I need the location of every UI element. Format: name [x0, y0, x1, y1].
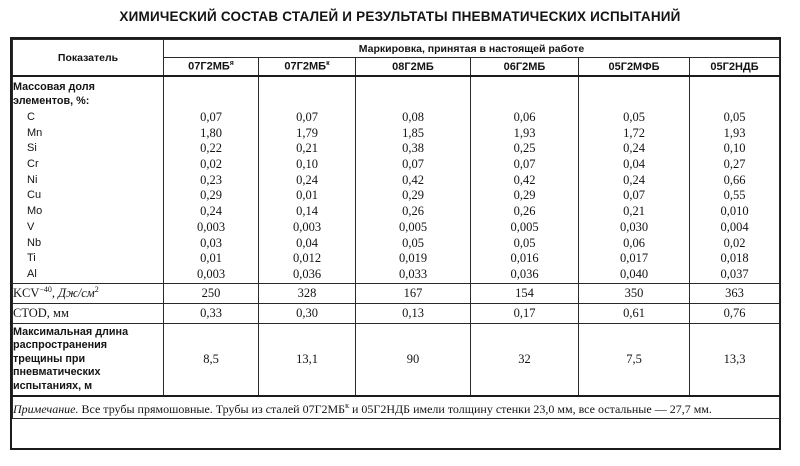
ctod-value: 0,17: [471, 303, 579, 323]
composition-value: 0,07: [402, 157, 424, 172]
composition-value: 0,08: [402, 110, 424, 124]
composition-value: 0,55: [723, 188, 746, 203]
composition-value: 0,02: [723, 235, 746, 250]
composition-value: 0,012: [292, 251, 322, 266]
composition-col-4: [471, 76, 579, 283]
composition-value: 0,003: [196, 266, 226, 281]
composition-value: 1,79: [296, 125, 318, 140]
composition-value: 1,72: [623, 125, 645, 140]
grade-header-5: 05Г2МФБ: [579, 58, 690, 77]
composition-value: 0,25: [513, 141, 536, 156]
composition-value: 0,019: [398, 251, 428, 266]
crack-length-row: [13, 323, 780, 396]
composition-value: 0,21: [296, 141, 318, 156]
kcv-value: 167: [356, 283, 471, 303]
composition-value: 0,005: [398, 219, 428, 234]
composition-value: 0,26: [402, 204, 424, 219]
element-symbol: Cr: [27, 158, 39, 171]
grade-header-3: 08Г2МБ: [356, 58, 471, 77]
element-symbol: Al: [27, 267, 37, 280]
header-grade-group: Маркировка, принятая в настоящей работе: [164, 40, 780, 58]
composition-value: 0,003: [196, 219, 226, 234]
element-symbol: C: [27, 111, 35, 123]
header-parameter: Показатель: [13, 40, 164, 77]
composition-value: 0,07: [513, 157, 536, 172]
composition-value: 0,01: [296, 188, 318, 203]
element-symbol: Cu: [27, 189, 42, 202]
crack-length-label: Максимальная длина распространения трещины при пневматических испытаниях, м: [13, 323, 164, 396]
composition-value: 0,030: [619, 219, 649, 234]
composition-value: 0,04: [296, 235, 318, 250]
element-symbol: Mn: [27, 126, 43, 139]
composition-value: 0,005: [510, 219, 539, 234]
kcv-row: [13, 283, 780, 303]
composition-value: 0,24: [200, 204, 222, 219]
composition-value: 1,93: [723, 125, 746, 140]
ctod-value: 0,76: [690, 303, 780, 323]
composition-value: 0,24: [623, 172, 645, 187]
composition-col-3: [356, 76, 471, 283]
crack-length-value: 8,5: [164, 323, 259, 396]
composition-value: 1,93: [513, 125, 536, 140]
note-row: [13, 396, 780, 419]
element-symbol: Ni: [27, 173, 38, 186]
element-symbol: Ti: [27, 252, 36, 265]
ctod-row: [13, 303, 780, 323]
composition-value: 0,24: [296, 172, 318, 187]
composition-value: 0,05: [402, 235, 424, 250]
composition-col-1: [164, 76, 259, 283]
data-table: [12, 39, 780, 419]
composition-labels: [13, 76, 164, 283]
kcv-value: 154: [471, 283, 579, 303]
crack-length-value: 13,3: [690, 323, 780, 396]
composition-value: 0,017: [619, 251, 649, 266]
crack-length-value: 90: [356, 323, 471, 396]
kcv-value: 350: [579, 283, 690, 303]
kcv-value: 250: [164, 283, 259, 303]
crack-length-value: 13,1: [259, 323, 356, 396]
composition-value: 0,07: [200, 110, 222, 124]
kcv-value: 328: [259, 283, 356, 303]
composition-value: 0,42: [402, 172, 424, 187]
element-list: [13, 110, 163, 283]
composition-value: 0,02: [200, 157, 222, 172]
grade-header-2: $07Г2МБ^к$: [259, 58, 356, 77]
composition-value: 0,06: [623, 235, 645, 250]
data-table-frame: [10, 37, 781, 450]
composition-value: 0,21: [623, 204, 645, 219]
composition-col-6: [690, 76, 780, 283]
element-symbol: V: [27, 220, 35, 233]
composition-value: 0,66: [723, 172, 746, 187]
composition-value: 0,22: [200, 141, 222, 156]
composition-value: 0,05: [623, 110, 645, 124]
composition-heading: Массовая доля элементов, %:: [13, 81, 95, 107]
composition-value: 0,033: [398, 266, 428, 281]
ctod-value: 0,61: [579, 303, 690, 323]
composition-value: 0,42: [513, 172, 536, 187]
composition-value: 0,07: [623, 188, 645, 203]
crack-length-value: 7,5: [579, 323, 690, 396]
composition-col-5: [579, 76, 690, 283]
element-symbol: Si: [27, 142, 37, 155]
composition-value: 0,004: [720, 219, 749, 234]
table-title: ХИМИЧЕСКИЙ СОСТАВ СТАЛЕЙ И РЕЗУЛЬТАТЫ ПНЕВМАТИЧЕСКИХ ИСПЫТАНИЙ: [119, 9, 681, 24]
composition-value: 0,29: [513, 188, 536, 203]
composition-value: 0,010: [720, 204, 749, 219]
grade-header-1: $07Г2МБ^я$: [164, 58, 259, 77]
composition-value: 0,07: [296, 110, 318, 124]
composition-value: 0,38: [402, 141, 424, 156]
composition-value: 0,10: [296, 157, 318, 172]
composition-value: 0,23: [200, 172, 222, 187]
element-symbol: Nb: [27, 236, 42, 249]
composition-value: 0,05: [723, 110, 746, 124]
composition-col-2: [259, 76, 356, 283]
composition-value: 0,26: [513, 204, 536, 219]
composition-value: 0,29: [200, 188, 222, 203]
composition-value: 0,003: [292, 219, 322, 234]
composition-value: 0,037: [720, 266, 749, 281]
table-note: Примечание. Все трубы прямошовные. Трубы из сталей $07Г2МБ^к$ и 05Г2НДБ имели толщину стенки 23,0 мм, все остальные — 27,7 мм.: [13, 396, 780, 419]
composition-value: 0,14: [296, 204, 318, 219]
ctod-label: CTOD, мм: [13, 303, 164, 323]
composition-value: 0,24: [623, 141, 645, 156]
composition-value: 0,06: [513, 110, 536, 124]
composition-row: [13, 76, 780, 283]
composition-value: 0,036: [510, 266, 539, 281]
ctod-value: 0,30: [259, 303, 356, 323]
ctod-value: 0,13: [356, 303, 471, 323]
composition-value: 0,016: [510, 251, 539, 266]
composition-value: 0,10: [723, 141, 746, 156]
composition-value: 0,040: [619, 266, 649, 281]
kcv-label: $KCV^{-40}$, $Дж/см^2$: [13, 283, 164, 303]
composition-value: 0,03: [200, 235, 222, 250]
composition-value: 0,01: [200, 251, 222, 266]
composition-value: 0,29: [402, 188, 424, 203]
header-row-group: [13, 40, 780, 58]
composition-value: 0,27: [723, 157, 746, 172]
ctod-value: 0,33: [164, 303, 259, 323]
crack-length-value: 32: [471, 323, 579, 396]
composition-value: 0,04: [623, 157, 645, 172]
composition-value: 1,85: [402, 125, 424, 140]
composition-value: 0,018: [720, 251, 749, 266]
composition-value: 0,05: [513, 235, 536, 250]
kcv-value: 363: [690, 283, 780, 303]
grade-header-6: 05Г2НДБ: [690, 58, 780, 77]
element-symbol: Mo: [27, 205, 43, 218]
composition-value: 0,036: [292, 266, 322, 281]
composition-value: 1,80: [200, 125, 222, 140]
grade-header-4: 06Г2МБ: [471, 58, 579, 77]
